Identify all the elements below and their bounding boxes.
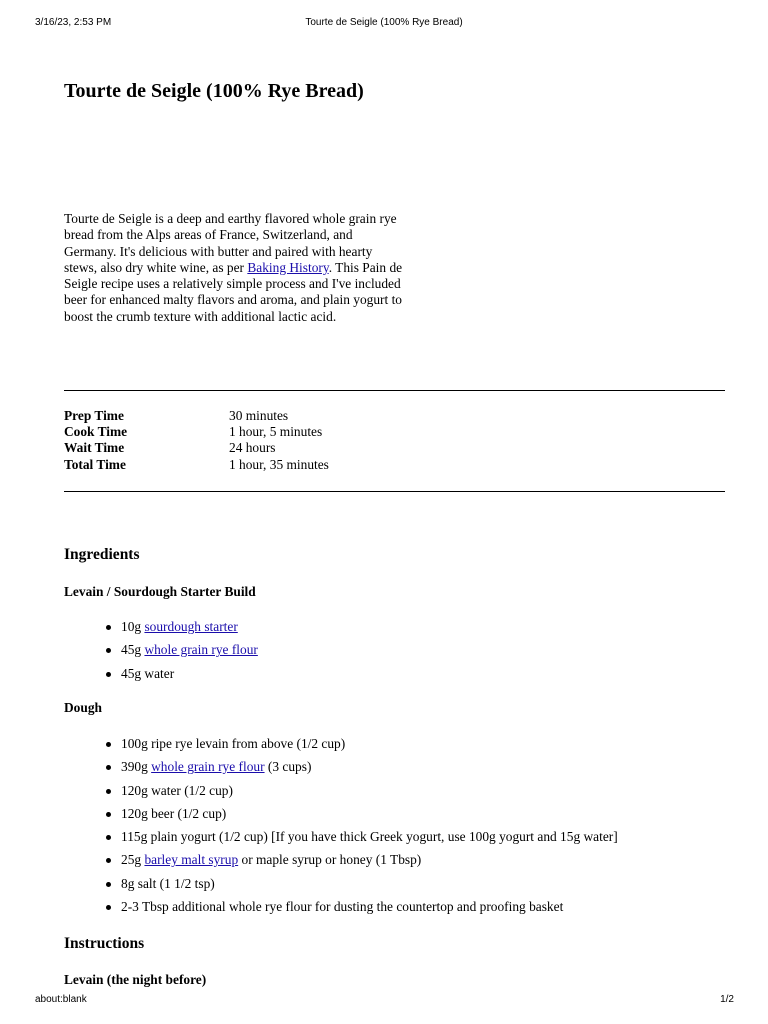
bullet-icon	[106, 835, 111, 840]
item-text: 120g water (1/2 cup)	[121, 782, 233, 798]
baking-history-link[interactable]: Baking History	[247, 259, 329, 275]
item-text: 25g	[121, 852, 145, 868]
list-item	[64, 662, 258, 685]
list-item	[64, 895, 618, 918]
recipe-title: Tourte de Seigle (100% Rye Bread)	[64, 80, 364, 102]
levain-ingredient-list	[64, 615, 258, 685]
list-item	[64, 732, 618, 755]
whole-grain-rye-flour-link[interactable]: whole grain rye flour	[151, 759, 265, 775]
bullet-icon	[106, 882, 111, 887]
sourdough-starter-link[interactable]: sourdough starter	[144, 619, 238, 634]
item-text: 45g water	[121, 665, 175, 681]
bullet-icon	[106, 905, 111, 910]
time-label: Cook Time	[64, 424, 128, 440]
list-item	[64, 825, 618, 848]
time-label: Total Time	[64, 456, 126, 472]
list-item	[64, 615, 258, 638]
levain-subheading: Levain / Sourdough Starter Build	[64, 584, 256, 599]
item-text: 45g	[121, 642, 145, 658]
item-text: 115g plain yogurt (1/2 cup) [If you have thick Greek yogurt, use 100g yogurt and 15g water]	[121, 829, 618, 845]
list-item	[64, 802, 618, 825]
time-value: 1 hour, 35 minutes	[229, 456, 329, 472]
dough-subheading: Dough	[64, 700, 102, 715]
item-text: 10g	[121, 619, 145, 634]
item-text: 390g	[121, 759, 152, 775]
time-value: 30 minutes	[229, 408, 289, 423]
print-datetime: 3/16/23, 2:53 PM	[35, 17, 112, 28]
print-url: about:blank	[35, 994, 87, 1005]
time-label: Wait Time	[64, 440, 125, 456]
bullet-icon	[106, 812, 111, 817]
item-text: 120g beer (1/2 cup)	[121, 805, 227, 821]
item-text-suffix: (3 cups)	[264, 759, 312, 775]
list-item	[64, 848, 618, 871]
recipe-intro	[64, 211, 406, 325]
bullet-icon	[106, 789, 111, 794]
levain-night-subheading: Levain (the night before)	[64, 972, 207, 987]
bullet-icon	[106, 672, 111, 677]
bullet-icon	[106, 742, 111, 747]
times-top-divider	[64, 390, 725, 391]
bullet-icon	[106, 625, 111, 630]
item-text: 8g salt (1 1/2 tsp)	[121, 875, 215, 891]
list-item	[64, 638, 258, 661]
list-item	[64, 779, 618, 802]
ingredients-heading: Ingredients	[64, 546, 140, 563]
bullet-icon	[106, 765, 111, 770]
list-item	[64, 755, 618, 778]
whole-grain-rye-flour-link[interactable]: whole grain rye flour	[144, 642, 258, 658]
list-item	[64, 872, 618, 895]
time-value: 24 hours	[229, 440, 276, 456]
item-text: 100g ripe rye levain from above (1/2 cup)	[121, 736, 346, 751]
time-value: 1 hour, 5 minutes	[229, 424, 323, 440]
instructions-heading: Instructions	[64, 935, 145, 952]
item-text: 2-3 Tbsp additional whole rye flour for dusting the countertop and proofing basket	[121, 899, 564, 915]
item-text-suffix: or maple syrup or honey (1 Tbsp)	[238, 852, 422, 868]
bullet-icon	[106, 648, 111, 653]
time-label: Prep Time	[64, 408, 124, 423]
print-page-title: Tourte de Seigle (100% Rye Bread)	[305, 17, 463, 28]
times-bottom-divider	[64, 491, 725, 492]
dough-ingredient-list	[64, 732, 618, 918]
print-page-number: 1/2	[720, 994, 734, 1005]
intro-text-end: . This Pain de Seigle recipe uses a relatively simple process and I've included beer for enhanced malty flavors and aroma, and plain yogurt to boost the crumb texture with additional lactic acid.	[64, 259, 403, 324]
bullet-icon	[106, 858, 111, 863]
intro-text-start: Tourte de Seigle is a deep and earthy flavored whole grain rye bread from the Alps areas of France, Switzerland, and Germany. It's delicious with butter and paired with hearty stews, also dry white wine, as per	[64, 211, 397, 275]
barley-malt-syrup-link[interactable]: barley malt syrup	[144, 852, 239, 868]
